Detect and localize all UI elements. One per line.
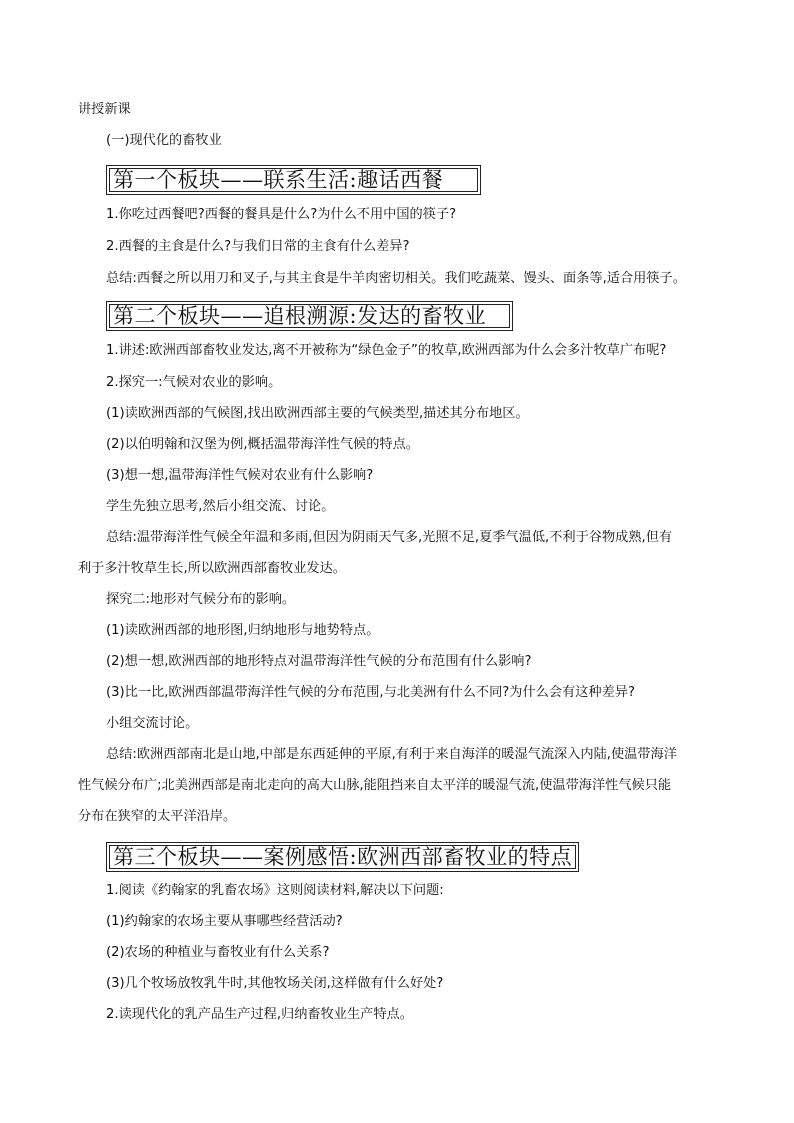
block-2-title: 第二个板块——追根溯源:发达的畜牧业 bbox=[113, 304, 487, 328]
block-2-line: (1)读欧洲西部的气候图,找出欧洲西部主要的气候类型,描述其分布地区。 bbox=[106, 406, 529, 421]
block-3-title: 第三个板块——案例感悟:欧洲西部畜牧业的特点 bbox=[113, 845, 573, 869]
section-heading: 讲授新课 bbox=[78, 102, 131, 117]
block-3-line: (2)农场的种植业与畜牧业有什么关系? bbox=[106, 945, 330, 960]
block-1-line: 1.你吃过西餐吧?西餐的餐具是什么?为什么不用中国的筷子? bbox=[106, 207, 457, 222]
block-2-line: 小组交流讨论。 bbox=[106, 716, 199, 731]
block-2-line: (2)以伯明翰和汉堡为例,概括温带海洋性气候的特点。 bbox=[106, 437, 419, 452]
block-1-line: 2.西餐的主食是什么?与我们日常的主食有什么差异? bbox=[106, 239, 410, 254]
block-2-summary: 总结:温带海洋性气候全年温和多雨,但因为阴雨天气多,光照不足,夏季气温低,不利于谷物成熟,但有 bbox=[106, 530, 673, 545]
block-2-summary-cont: 分布在狭窄的太平洋沿岸。 bbox=[78, 809, 237, 824]
block-2-line: 1.讲述:欧洲西部畜牧业发达,离不开被称为“绿色金子”的牧草,欧洲西部为什么会多汁牧草广布呢? bbox=[106, 343, 667, 358]
subheading: (一)现代化的畜牧业 bbox=[106, 133, 222, 148]
block-2-line: 学生先独立思考,然后小组交流、讨论。 bbox=[106, 499, 335, 514]
block-2-line: 探究二:地形对气候分布的影响。 bbox=[106, 592, 296, 607]
block-1-summary: 总结:西餐之所以用刀和叉子,与其主食是牛羊肉密切相关。我们吃蔬菜、馒头、面条等,适合用筷子。 bbox=[106, 271, 686, 286]
block-1-title: 第一个板块——联系生活:趣话西餐 bbox=[113, 168, 444, 192]
block-2-title-box bbox=[106, 301, 513, 331]
block-3-line: (3)几个牧场放牧乳牛时,其他牧场关闭,这样做有什么好处? bbox=[106, 976, 444, 991]
block-2-line: (3)比一比,欧洲西部温带海洋性气候的分布范围,与北美洲有什么不同?为什么会有这种差异? bbox=[106, 685, 635, 700]
block-2-summary-cont: 利于多汁牧草生长,所以欧洲西部畜牧业发达。 bbox=[78, 561, 346, 576]
block-3-line: 1.阅读《约翰家的乳畜农场》这则阅读材料,解决以下问题: bbox=[106, 883, 444, 898]
block-2-line: 2.探究一:气候对农业的影响。 bbox=[106, 375, 282, 390]
block-2-summary-cont: 性气候分布广;北美洲西部是南北走向的高大山脉,能阻挡来自太平洋的暖湿气流,使温带海洋性气候只能 bbox=[78, 778, 672, 793]
block-2-summary: 总结:欧洲西部南北是山地,中部是东西延伸的平原,有利于来自海洋的暖湿气流深入内陆,使温带海洋 bbox=[106, 747, 677, 762]
block-3-line: (1)约翰家的农场主要从事哪些经营活动? bbox=[106, 914, 343, 929]
block-2-line: (1)读欧洲西部的地形图,归纳地形与地势特点。 bbox=[106, 623, 380, 638]
block-3-title-box bbox=[106, 842, 579, 872]
block-2-line: (3)想一想,温带海洋性气候对农业有什么影响? bbox=[106, 468, 374, 483]
block-1-title-box bbox=[106, 165, 481, 195]
block-2-line: (2)想一想,欧洲西部的地形特点对温带海洋性气候的分布范围有什么影响? bbox=[106, 654, 532, 669]
block-3-line: 2.读现代化的乳产品生产过程,归纳畜牧业生产特点。 bbox=[106, 1007, 413, 1022]
